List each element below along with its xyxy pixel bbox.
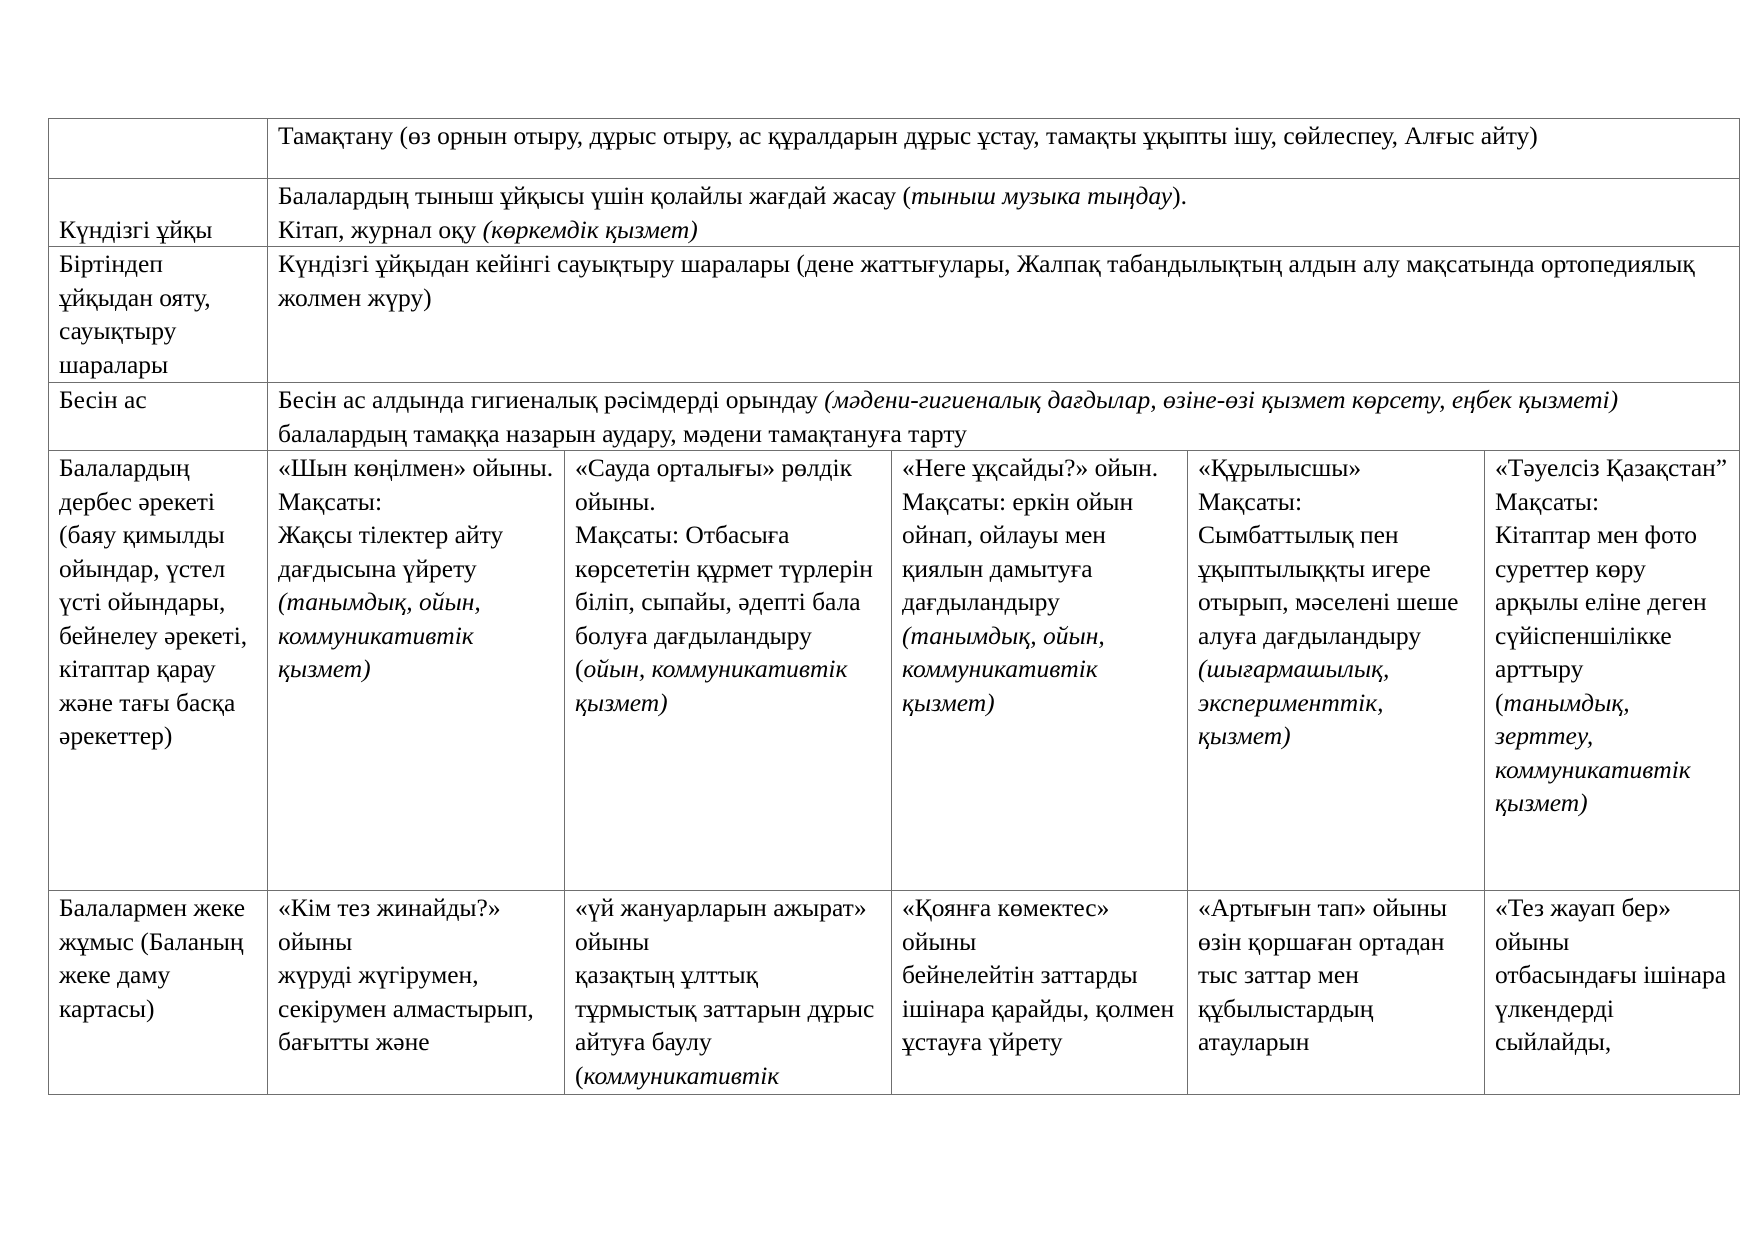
- activity-cell-1: «Шын көңілмен» ойыны. Мақсаты: Жақсы тілектер айту дағдысына үйрету (танымдық, ойын, коммуникативтік қызмет): [268, 451, 565, 891]
- individual-cell-5: «Тез жауап бер» ойыны отбасындағы ішінара үлкендерді сыйлайды,: [1485, 891, 1740, 1095]
- individual-cell-2: «үй жануарларын ажырат» ойыны қазақтың ұлттық тұрмыстық заттарын дұрыс айтуға баулу (коммуникативтік: [565, 891, 892, 1095]
- row-individual-work: [49, 891, 1740, 1095]
- row-wakeup: [49, 247, 1740, 383]
- row-nap: [49, 179, 1740, 247]
- meal-text: Тамақтану (өз орнын отыру, дұрыс отыру, ас құралдарын дұрыс ұстау, тамақты ұқыпты ішу, сөйлеспеу, Алғыс айту): [268, 119, 1740, 179]
- row-label-individual: Балалармен жеке жұмыс (Баланың жеке даму картасы): [49, 891, 268, 1095]
- row-independent-activity: [49, 451, 1740, 891]
- wakeup-text: Күндізгі ұйқыдан кейінгі сауықтыру шаралары (дене жаттығулары, Жалпақ табандылықтың алдын алу мақсатында ортопедиялық жолмен жүру): [268, 247, 1740, 383]
- row-label-meal: [49, 119, 268, 179]
- individual-cell-1: «Кім тез жинайды?» ойыны жүруді жүгірумен, секірумен алмастырып, бағытты және: [268, 891, 565, 1095]
- activity-cell-4: «Құрылысшы» Мақсаты: Сымбаттылық пен ұқыптылыққты игере отырып, мәселені шеше алуға дағдыландыру (шығармашылық, эксперименттік, қызмет): [1188, 451, 1485, 891]
- row-label-independent: Балалардың дербес әрекеті (баяу қимылды ойындар, үстел үсті ойындары, бейнелеу әрекеті, кітаптар қарау және тағы басқа әрекеттер): [49, 451, 268, 891]
- row-label-wakeup: Біртіндеп ұйқыдан ояту, сауықтыру шаралары: [49, 247, 268, 383]
- activity-cell-3: «Неге ұқсайды?» ойын. Мақсаты: еркін ойын ойнап, ойлауы мен қиялын дамытуға дағдыландыру (танымдық, ойын, коммуникативтік қызмет): [892, 451, 1188, 891]
- snack-text: Бесін ас алдында гигиеналық рәсімдерді орындау (мәдени-гигиеналық дағдылар, өзіне-өзі қызмет көрсету, еңбек қызметі) балалардың тамаққа назарын аудару, мәдени тамақтануға тарту: [268, 383, 1740, 451]
- individual-cell-4: «Артығын тап» ойыны өзін қоршаған ортадан тыс заттар мен құбылыстардың атауларын: [1188, 891, 1485, 1095]
- row-label-nap: Күндізгі ұйқы: [49, 179, 268, 247]
- activity-cell-5: «Тәуелсіз Қазақстан” Мақсаты: Кітаптар мен фото суреттер көру арқылы еліне деген сүйіспеншілікке арттыру (танымдық, зерттеу, коммуникативтік қызмет): [1485, 451, 1740, 891]
- daily-plan-table: [48, 118, 1740, 1095]
- individual-cell-3: «Қоянға көмектес» ойыны бейнелейтін заттарды ішінара қарайды, қолмен ұстауға үйрету: [892, 891, 1188, 1095]
- activity-cell-2: «Сауда орталығы» рөлдік ойыны. Мақсаты: Отбасыға көрсететін құрмет түрлерін біліп, сыпайы, әдепті бала болуға дағдыландыру (ойын, коммуникативтік қызмет): [565, 451, 892, 891]
- nap-text: Балалардың тыныш ұйқысы үшін қолайлы жағдай жасау (тыныш музыка тыңдау). Кітап, журнал оқу (көркемдік қызмет): [268, 179, 1740, 247]
- row-snack: [49, 383, 1740, 451]
- row-meal: [49, 119, 1740, 179]
- row-label-snack: Бесін ас: [49, 383, 268, 451]
